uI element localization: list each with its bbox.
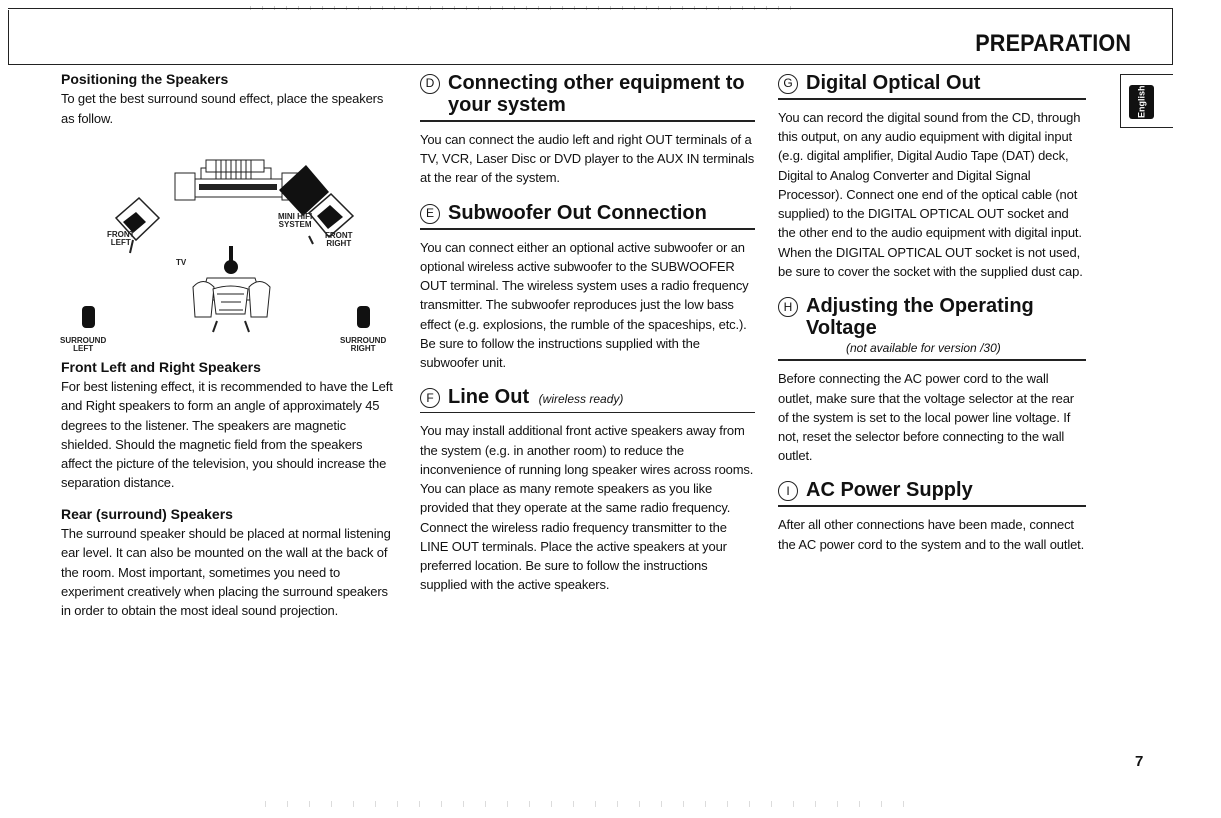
positioning-title: Positioning the Speakers — [61, 71, 229, 87]
section-g-text: You can record the digital sound from the CD, through this output, on any audio equipment with digital input (e.g. digital amplifier, Digital Audio Tape (DAT) deck, Digital to Analog Converter and Digital Signal Processor). Connect one end of the optical cable (not supplied) to the DIGITAL OPTICAL OUT socket and the other end to the audio equipment with digital input. When the DIGITAL OPTICAL OUT socket is not used, be sure to cover the socket with the supplied dust cap. — [778, 110, 1083, 279]
section-h-title-wrapper — [806, 295, 1086, 355]
section-e-title: Subwoofer Out Connection — [448, 201, 707, 224]
language-tab — [1120, 74, 1173, 128]
section-g-marker: G — [778, 74, 798, 94]
header-rule — [8, 64, 1172, 65]
section-g-heading-line — [778, 72, 1086, 100]
section-e-text: You can connect either an optional active subwoofer or an optional wireless active subwoofer to the SUBWOOFER OUT terminal. The wireless system uses a radio frequency transmitter. The subwoofer reproduces just the low bass effect (e.g. explosions, the rumble of the spaceships, etc.). Be sure to follow the instructions supplied with the subwoofer unit. — [420, 239, 749, 371]
left-column — [61, 72, 396, 620]
section-f-marker: F — [420, 388, 440, 408]
section-f-text: You may install additional front active speakers away from the system (e.g. in another room) to reduce the inconvenience of running long speaker wires across rooms. You can place as many remote speakers as you like provided that they operate at the same radio frequency. Connect the wireless radio frequency transmitter to the LINE OUT terminals. Place the active speakers at your preferred location. Be sure to follow the instructions supplied with the active speakers. — [420, 423, 754, 593]
figure-label-front-left: FRONT LEFT — [107, 229, 135, 248]
section-e-heading — [420, 202, 755, 224]
section-h-text: Before connecting the AC power cord to the wall outlet, make sure that the voltage selector at the rear of the system is set to the local power line voltage. If not, reset the selector before connecting to the wall outlet. — [778, 371, 1074, 464]
language-tab-label: English — [1129, 85, 1154, 119]
right-column — [778, 72, 1086, 568]
speaker-placement-figure — [61, 138, 396, 358]
section-g-heading — [778, 72, 1086, 94]
section-i-heading-line — [778, 479, 1086, 507]
section-f-heading — [420, 386, 755, 408]
page-title: PREPARATION — [975, 30, 1132, 57]
section-operating-voltage — [778, 295, 1086, 465]
rear-speakers-title: Rear (surround) Speakers — [61, 505, 233, 522]
section-f-subtitle: (wireless ready) — [538, 392, 624, 407]
figure-label-mini-hifi-system: MINI HIFI SYSTEM — [278, 211, 313, 230]
section-f-title-wrapper — [448, 386, 755, 408]
section-d-marker: D — [420, 74, 440, 94]
section-g-title: Digital Optical Out — [806, 72, 981, 94]
section-h-title: Adjusting the Operating Voltage — [806, 295, 1034, 340]
figure-label-front-right: FRONT RIGHT — [325, 230, 353, 249]
section-subwoofer-out — [420, 202, 755, 373]
figure-label-tv: TV — [176, 257, 187, 267]
section-f-heading-line — [420, 386, 755, 413]
page-number: 7 — [1135, 753, 1144, 770]
surround-right-speaker-illustration — [357, 306, 370, 328]
listener-and-sofa-illustration — [193, 246, 270, 332]
section-h-heading-line — [778, 295, 1086, 361]
section-e-marker: E — [420, 204, 440, 224]
section-ac-power-supply — [778, 479, 1086, 553]
section-i-title: AC Power Supply — [806, 479, 973, 502]
section-i-heading — [778, 479, 1086, 501]
figure-label-surround-right: SURROUND RIGHT — [340, 335, 387, 354]
section-d-text: You can connect the audio left and right OUT terminals of a TV, VCR, Laser Disc or DVD player to the AUX IN terminals at the rear of the system. — [420, 132, 755, 186]
section-connecting-equipment — [420, 72, 755, 188]
section-h-marker: H — [778, 297, 798, 317]
section-e-heading-line — [420, 202, 755, 230]
middle-column — [420, 72, 755, 608]
surround-left-speaker-illustration — [82, 306, 95, 328]
section-i-marker: I — [778, 481, 798, 501]
section-digital-optical-out — [778, 72, 1086, 281]
section-line-out — [420, 386, 755, 594]
section-h-subtitle: (not available for version /30) — [846, 341, 1001, 356]
section-d-heading-line — [420, 72, 755, 122]
front-speakers-title: Front Left and Right Speakers — [61, 358, 261, 375]
section-d-title: Connecting other equipment to your system — [448, 72, 745, 116]
figure-label-surround-left: SURROUND LEFT — [60, 335, 107, 354]
scan-noise-bottom — [265, 801, 915, 807]
positioning-intro: To get the best surround sound effect, place the speakers as follow. — [61, 91, 384, 126]
rear-speakers-text: The surround speaker should be placed at normal listening ear level. It can also be mounted on the wall at the back of the room. Most important, sometimes you need to experiment creatively when placing the surround speakers in order to obtain the most ideal sound projection. — [61, 526, 391, 618]
section-i-text: After all other connections have been made, connect the AC power cord to the system and to the wall outlet. — [778, 517, 1085, 552]
section-h-heading — [778, 295, 1086, 355]
section-d-heading — [420, 72, 755, 116]
front-speakers-text: For best listening effect, it is recommended to have the Left and Right speakers to form an angle of approximately 45 degrees to the listener. The speakers are magnetic shielded. Should the magnetic field from the speakers affect the picture of the television, you should increase the separation distance. — [61, 379, 393, 491]
section-f-title: Line Out — [448, 386, 530, 409]
